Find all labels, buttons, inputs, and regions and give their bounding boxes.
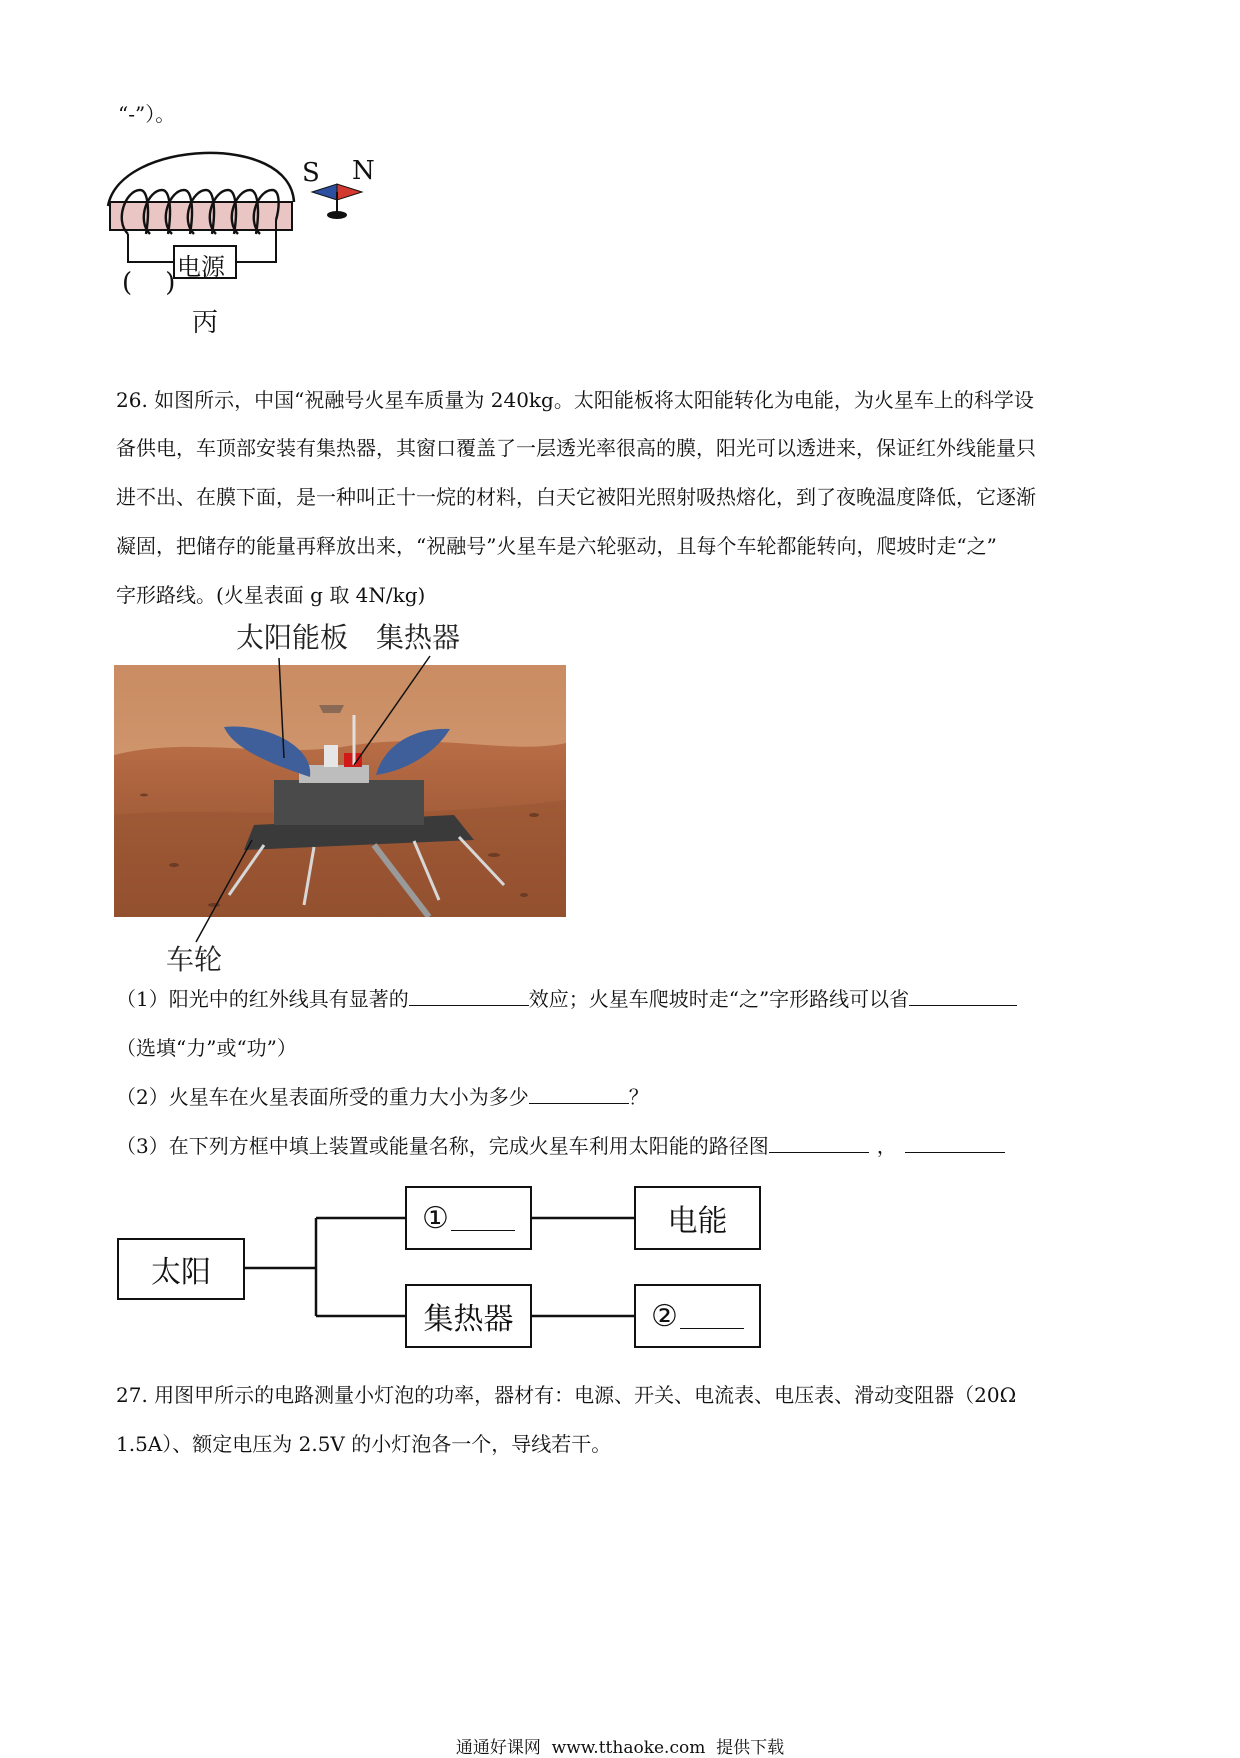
compass-n-label: N bbox=[352, 156, 375, 186]
path-answer-blank-2[interactable] bbox=[905, 1134, 1005, 1153]
flow-collector-label: 集热器 bbox=[423, 1302, 514, 1337]
infrared-effect-blank[interactable] bbox=[409, 987, 529, 1006]
q26-line-1: 26. 如图所示，中国“祝融号火星车质量为 240kg。太阳能板将太阳能转化为电能，为火星车上的科学设 bbox=[116, 388, 1034, 412]
wheel-label: 车轮 bbox=[166, 943, 223, 976]
flow-box-2-label: ② bbox=[651, 1298, 678, 1334]
q26-sub2 bbox=[116, 1085, 649, 1109]
electromagnet-drawing bbox=[100, 140, 430, 360]
figure-caption-bing: 丙 bbox=[192, 308, 219, 338]
q26-line-4: 凝固，把储存的能量再释放出来，“祝融号”火星车是六轮驱动，且每个车轮都能转向，爬坡时走“之” bbox=[116, 534, 997, 558]
flow-electric-label: 电能 bbox=[667, 1204, 728, 1239]
page-footer: 通通好课网 www.tthaoke.com 提供下载 bbox=[455, 1738, 785, 1758]
flow-box-electric bbox=[634, 1186, 761, 1250]
q26-sub1-note: （选填“力”或“功”） bbox=[116, 1036, 297, 1060]
q26-line-3: 进不出、在膜下面，是一种叫正十一烷的材料，白天它被阳光照射吸热熔化，到了夜晚温度降低，它逐渐 bbox=[116, 485, 1036, 509]
flow-box-1-blank[interactable] bbox=[451, 1206, 515, 1231]
pole-answer-paren: ( ) bbox=[122, 268, 176, 298]
compass-s-label: S bbox=[302, 158, 320, 188]
flow-box-2[interactable] bbox=[634, 1284, 761, 1348]
q26-sub2-text-b: ？ bbox=[628, 1085, 649, 1109]
zigzag-saves-blank[interactable] bbox=[909, 987, 1017, 1006]
q26-sub1-text-b: 效应；火星车爬坡时走“之”字形路线可以省 bbox=[528, 987, 910, 1011]
q26-sub3-text-a: （3）在下列方框中填上装置或能量名称，完成火星车利用太阳能的路径图 bbox=[116, 1134, 769, 1158]
flow-box-sun bbox=[117, 1238, 245, 1300]
q26-sub1-text-a: （1）阳光中的红外线具有显著的 bbox=[116, 987, 409, 1011]
flow-box-1-label: ① bbox=[422, 1200, 449, 1236]
q26-sub3-sep: ， bbox=[876, 1134, 897, 1158]
q27-line-2: 1.5A）、额定电压为 2.5V 的小灯泡各一个，导线若干。 bbox=[116, 1432, 612, 1456]
callout-lines bbox=[114, 612, 584, 972]
q26-line-5: 字形路线。(火星表面 g 取 4N/kg) bbox=[116, 583, 426, 607]
gravity-answer-blank[interactable] bbox=[529, 1085, 629, 1104]
q26-sub1 bbox=[116, 987, 1017, 1011]
solar-panel-label: 太阳能板 bbox=[236, 621, 349, 654]
flow-box-2-blank[interactable] bbox=[680, 1304, 744, 1329]
electromagnet-figure bbox=[100, 140, 430, 360]
flow-box-collector bbox=[405, 1284, 532, 1348]
q26-line-2: 备供电，车顶部安装有集热器，其窗口覆盖了一层透光率很高的膜，阳光可以透进来，保证红外线能量只 bbox=[116, 436, 1036, 460]
path-answer-blank-1[interactable] bbox=[769, 1134, 869, 1153]
q27-line-1: 27. 用图甲所示的电路测量小灯泡的功率，器材有：电源、开关、电流表、电压表、滑动变阻器（20Ω bbox=[116, 1383, 1017, 1407]
mars-rover-figure bbox=[114, 612, 584, 976]
q26-sub2-text-a: （2）火星车在火星表面所受的重力大小为多少 bbox=[116, 1085, 529, 1109]
prev-question-fragment: “-”）。 bbox=[118, 102, 176, 126]
flow-box-1[interactable] bbox=[405, 1186, 532, 1250]
q26-sub3 bbox=[116, 1134, 1005, 1158]
heat-collector-label: 集热器 bbox=[376, 621, 461, 654]
flow-sun-label: 太阳 bbox=[151, 1255, 211, 1290]
power-source-label: 电源 bbox=[177, 253, 225, 281]
